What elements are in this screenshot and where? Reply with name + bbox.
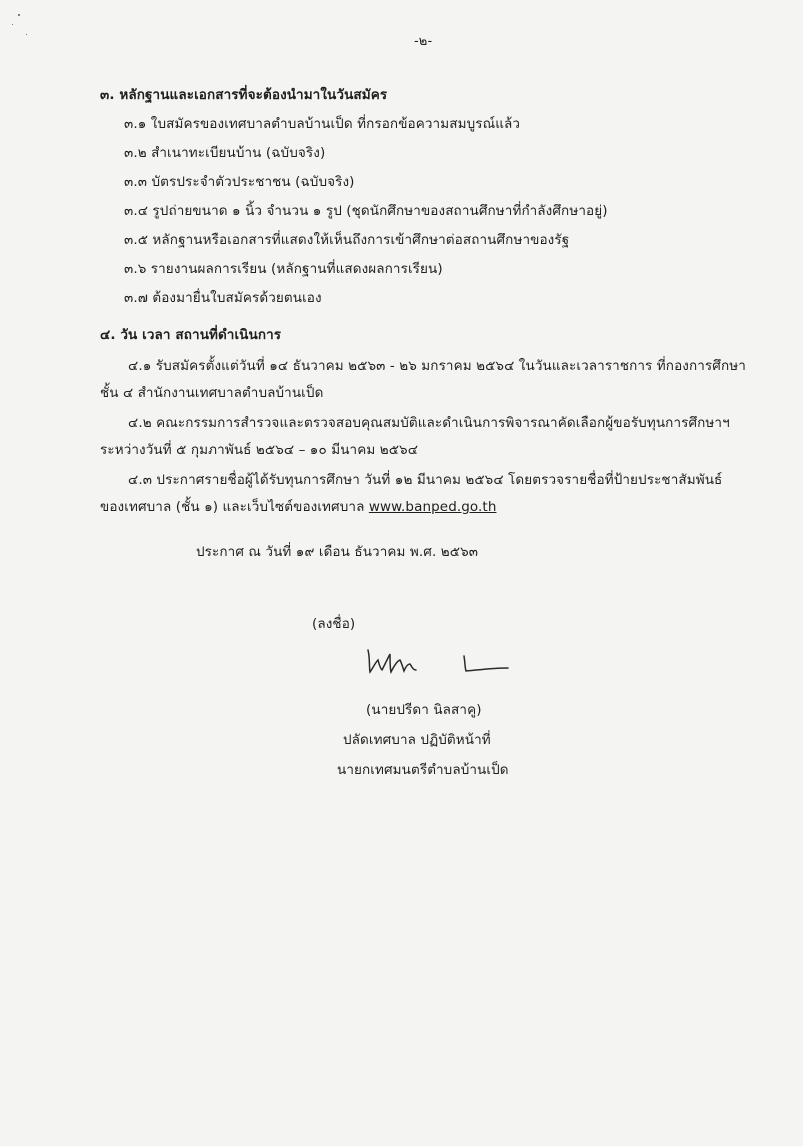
section4-p3-line2-text: ของเทศบาล (ชั้น ๑) และเว็บไซต์ของเทศบาล: [100, 499, 369, 515]
section3-heading: ๓. หลักฐานและเอกสารที่จะต้องนำมาในวันสมัคร: [100, 87, 388, 103]
section3-item-7: ๓.๗ ต้องมายื่นใบสมัครด้วยตนเอง: [124, 290, 322, 306]
section4-p2-line1: ๔.๒ คณะกรรมการสำรวจและตรวจสอบคุณสมบัติและดำเนินการพิจารณาคัดเลือกผู้ขอรับทุนการศึกษาฯ: [128, 415, 730, 431]
section4-p2-line2: ระหว่างวันที่ ๕ กุมภาพันธ์ ๒๕๖๔ – ๑๐ มีนาคม ๒๕๖๔: [100, 442, 419, 458]
section4-p3-line2: [100, 497, 497, 517]
section3-item-3: ๓.๓ บัตรประจำตัวประชาชน (ฉบับจริง): [124, 174, 355, 190]
section3-item-5: ๓.๕ หลักฐานหรือเอกสารที่แสดงให้เห็นถึงการเข้าศึกษาต่อสถานศึกษาของรัฐ: [124, 232, 570, 248]
scan-speck: [26, 34, 27, 35]
section3-item-1: ๓.๑ ใบสมัครของเทศบาลตำบลบ้านเป็ด ที่กรอกข้อความสมบูรณ์แล้ว: [124, 116, 521, 132]
signer-title-1: ปลัดเทศบาล ปฏิบัติหน้าที่: [343, 732, 491, 748]
section4-p3-line1: ๔.๓ ประกาศรายชื่อผู้ได้รับทุนการศึกษา วันที่ ๑๒ มีนาคม ๒๕๖๔ โดยตรวจรายชื่อที่ป้ายประชาสัมพันธ์: [128, 472, 723, 488]
section4-p1-line2: ชั้น ๔ สำนักงานเทศบาลตำบลบ้านเป็ด: [100, 385, 324, 401]
announcement-date: ประกาศ ณ วันที่ ๑๙ เดือน ธันวาคม พ.ศ. ๒๕๖๓: [196, 544, 479, 560]
section3-item-6: ๓.๖ รายงานผลการเรียน (หลักฐานที่แสดงผลการเรียน): [124, 261, 443, 277]
scan-speck: [12, 24, 13, 25]
section4-heading: ๔. วัน เวลา สถานที่ดำเนินการ: [100, 327, 282, 343]
page-number: -๒-: [414, 34, 433, 49]
signer-title-2: นายกเทศมนตรีตำบลบ้านเป็ด: [337, 762, 509, 778]
handwritten-signature: [360, 646, 520, 680]
sign-label: (ลงชื่อ): [312, 616, 356, 632]
section3-item-2: ๓.๒ สำเนาทะเบียนบ้าน (ฉบับจริง): [124, 145, 326, 161]
signer-name: (นายปรีดา นิลสาคู): [366, 702, 482, 718]
website-link[interactable]: www.banped.go.th: [368, 499, 497, 515]
section4-p1-line1: ๔.๑ รับสมัครตั้งแต่วันที่ ๑๔ ธันวาคม ๒๕๖๓ - ๒๖ มกราคม ๒๕๖๔ ในวันและเวลาราชการ ที่กองการศึกษา: [128, 358, 746, 374]
scan-speck: [18, 14, 20, 16]
section3-item-4: ๓.๔ รูปถ่ายขนาด ๑ นิ้ว จำนวน ๑ รูป (ชุดนักศึกษาของสถานศึกษาที่กำลังศึกษาอยู่): [124, 203, 608, 219]
